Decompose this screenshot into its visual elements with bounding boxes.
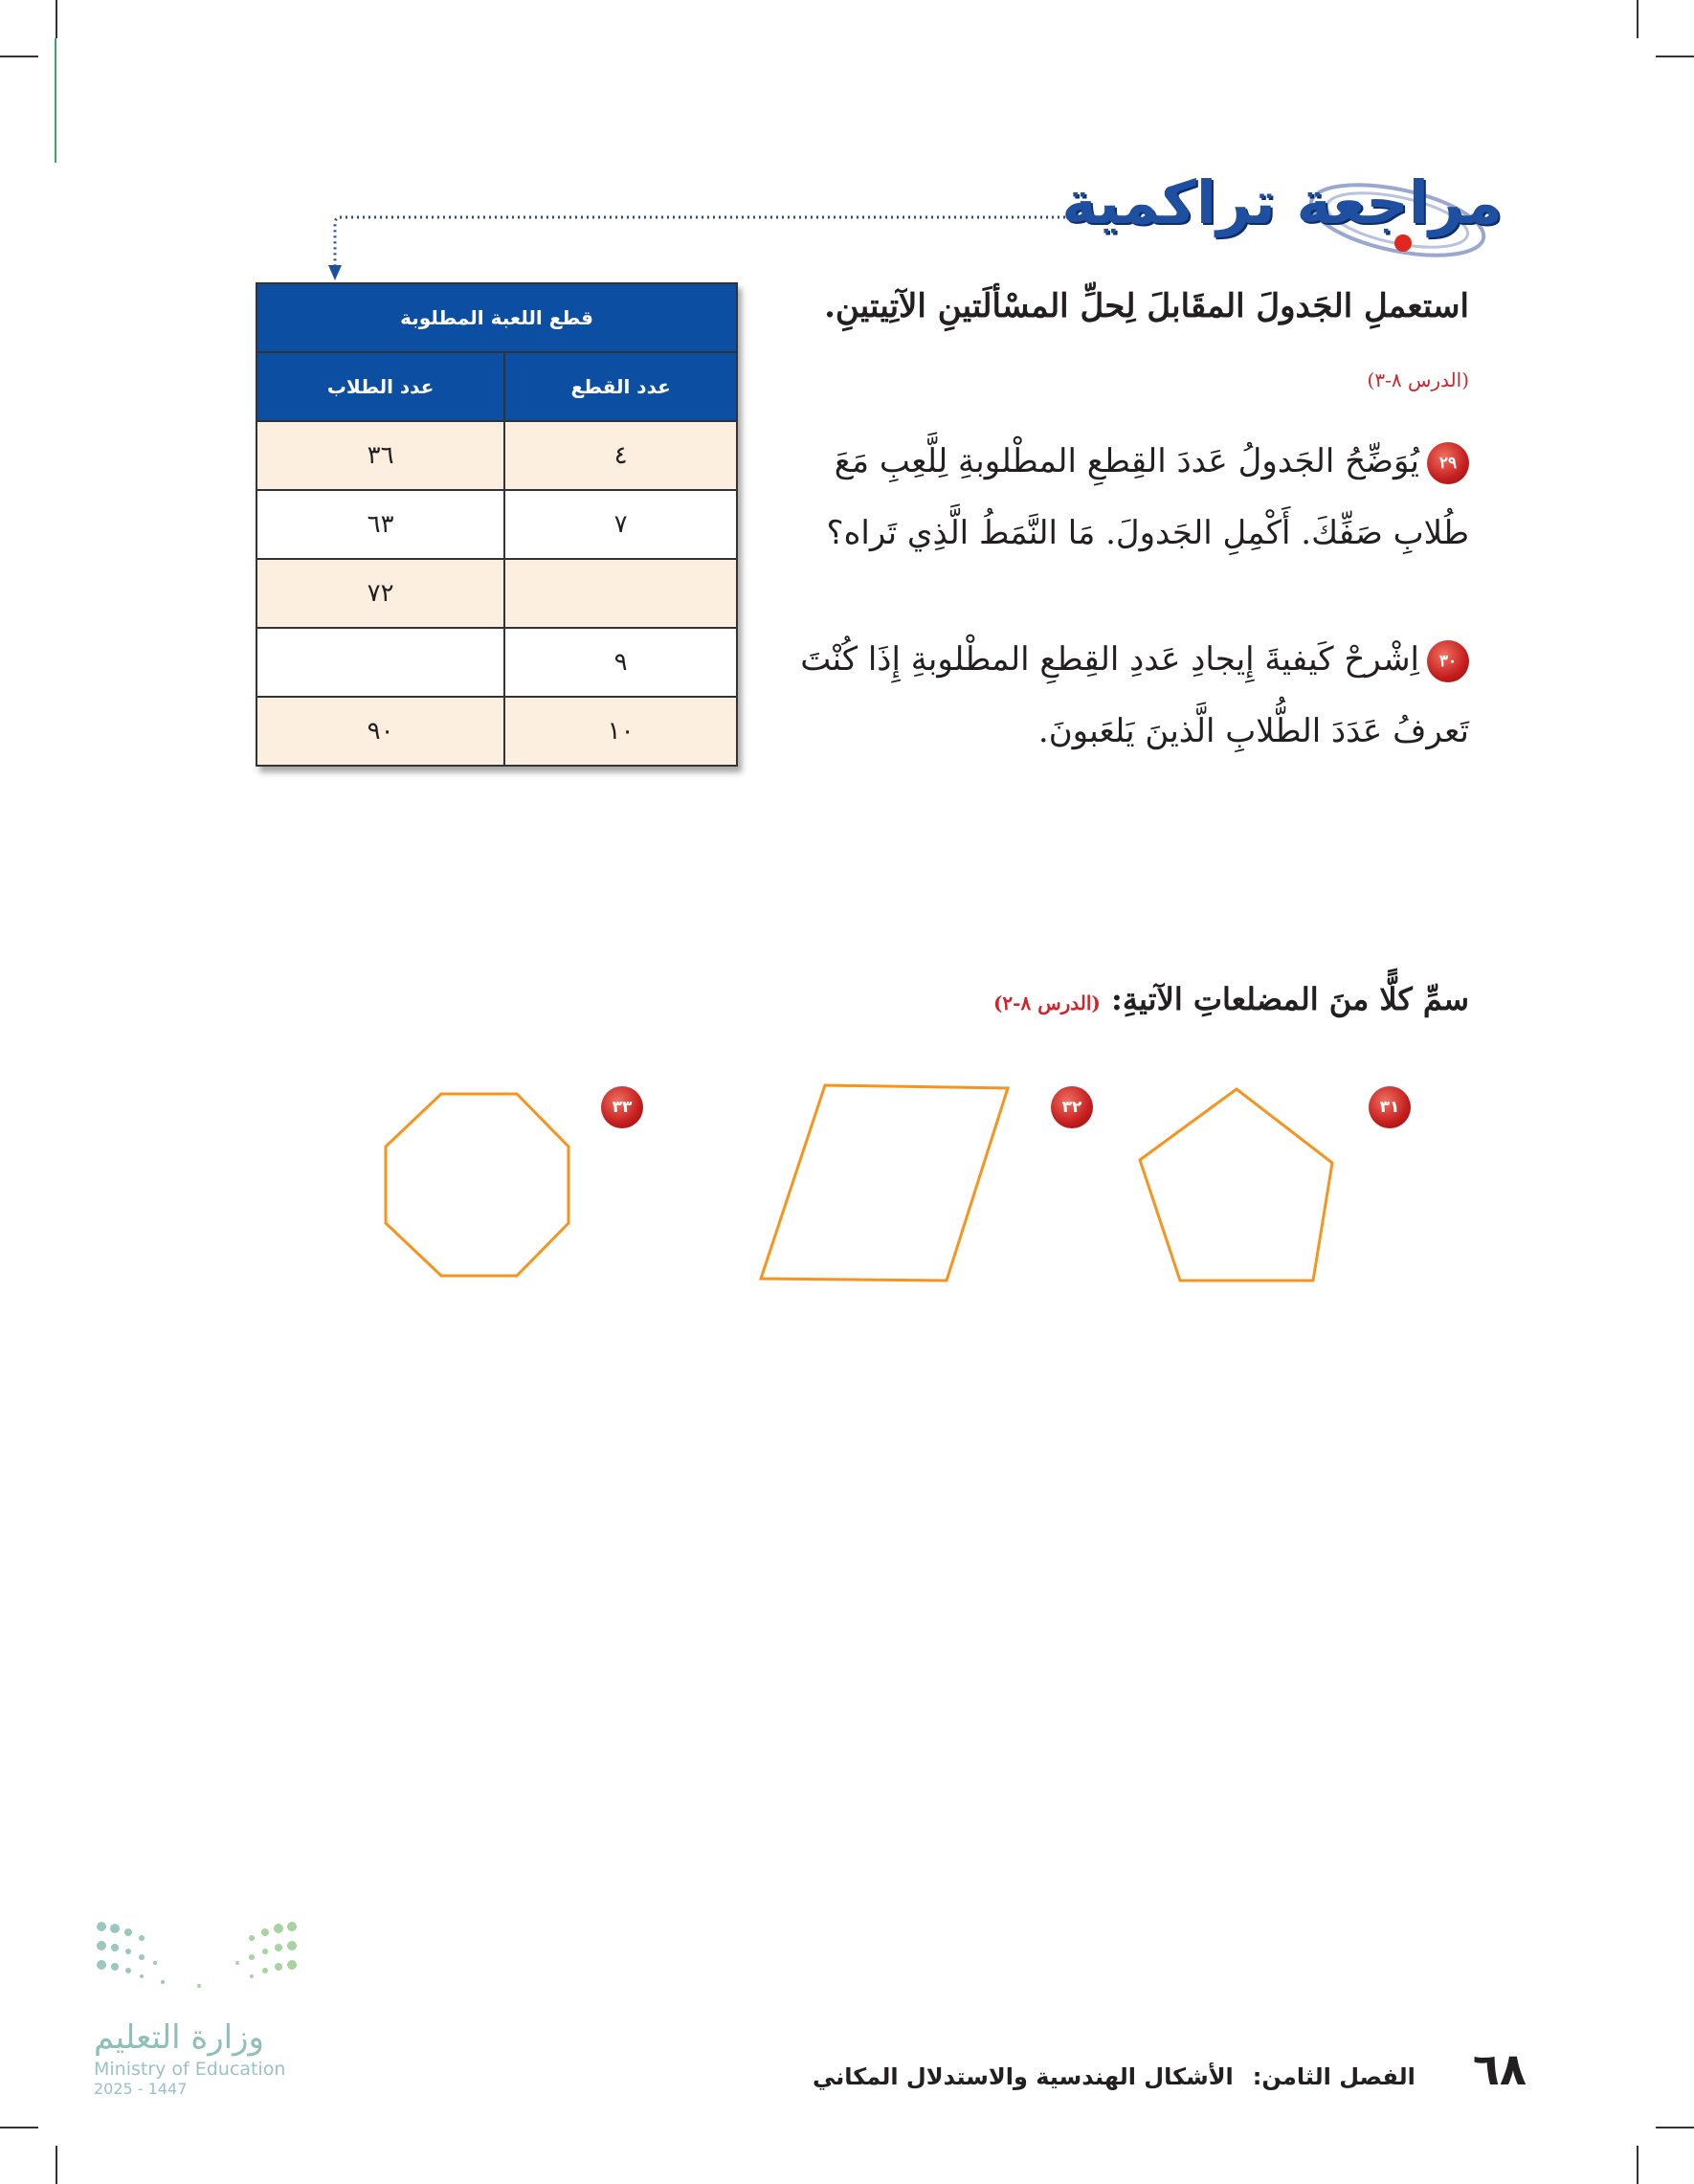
table-cell: ٣٦ <box>256 421 504 490</box>
table-cell: ٤ <box>504 421 737 490</box>
lesson-ref: (الدرس ٨-٣) <box>1367 368 1469 391</box>
crop-mark <box>0 2127 38 2128</box>
lesson-ref: (الدرس ٨-٢) <box>992 992 1101 1014</box>
chapter-label: الفصل الثامن: <box>1252 2063 1415 2090</box>
page-number: ٦٨ <box>1472 2043 1527 2095</box>
crop-mark <box>1637 2146 1638 2184</box>
polygons-instruction-text: سمِّ كلًّا منَ المضلعاتِ الآتيةِ: <box>1111 981 1469 1017</box>
question-number-badge: ٣٠ <box>1427 640 1469 682</box>
logo-dots-icon <box>94 1919 300 1991</box>
crop-mark <box>56 2146 57 2184</box>
table-cell: ٦٣ <box>256 490 504 559</box>
ministry-logo <box>94 1919 304 2098</box>
table-cell: ٩٠ <box>256 697 504 766</box>
table-cell: ١٠ <box>504 697 737 766</box>
chapter-title: الأشكال الهندسية والاستدلال المكاني <box>812 2063 1234 2090</box>
footer <box>813 2043 1527 2095</box>
logo-arabic-text: وزارة التعليم <box>94 2018 264 2057</box>
question-number-badge: ٢٩ <box>1427 442 1469 484</box>
table-title: قطع اللعبة المطلوبة <box>256 283 737 352</box>
pentagon-shape <box>1140 1089 1332 1281</box>
logo-english-text: Ministry of Education <box>94 2059 286 2080</box>
instruction: استعملِ الجَدولَ المقَابلَ لِحلِّ المسْألَتينِ الآتِيتينِ. <box>824 287 1469 325</box>
question-number-badge: ٣١ <box>1369 1086 1411 1128</box>
column-header: عدد القطع <box>504 352 737 421</box>
parallelogram-shape <box>761 1085 1008 1281</box>
question-number-badge: ٣٢ <box>1051 1086 1093 1128</box>
logo-year: 2025 - 1447 <box>94 2080 188 2098</box>
table-cell: ٧ <box>504 490 737 559</box>
question-number-badge: ٣٣ <box>601 1086 643 1128</box>
question-text: يُوَضِّحُ الجَدولُ عَددَ القِطعِ المطْلوبةِ لِلَّعِبِ مَعَ طُلابِ صَفِّكَ. أَكْمِلِ الجَدولَ. مَا النَّمَطُ الَّذِي تَراه؟ <box>826 442 1469 552</box>
table-cell: ٧٢ <box>256 559 504 628</box>
octagon-shape <box>386 1094 568 1276</box>
question-text: اِشْرحْ كَيفيةَ إِيجادِ عَددِ القِطعِ المطْلوبةِ إِذَا كُنْتَ تَعرفُ عَدَدَ الطُّلابِ الَّذينَ يَلعَبونَ. <box>800 640 1469 750</box>
crop-mark <box>1656 2127 1694 2128</box>
section-title: مراجعة تراكمية <box>1061 167 1503 237</box>
table-cell: ٩ <box>504 628 737 697</box>
column-header: عدد الطلاب <box>256 352 504 421</box>
